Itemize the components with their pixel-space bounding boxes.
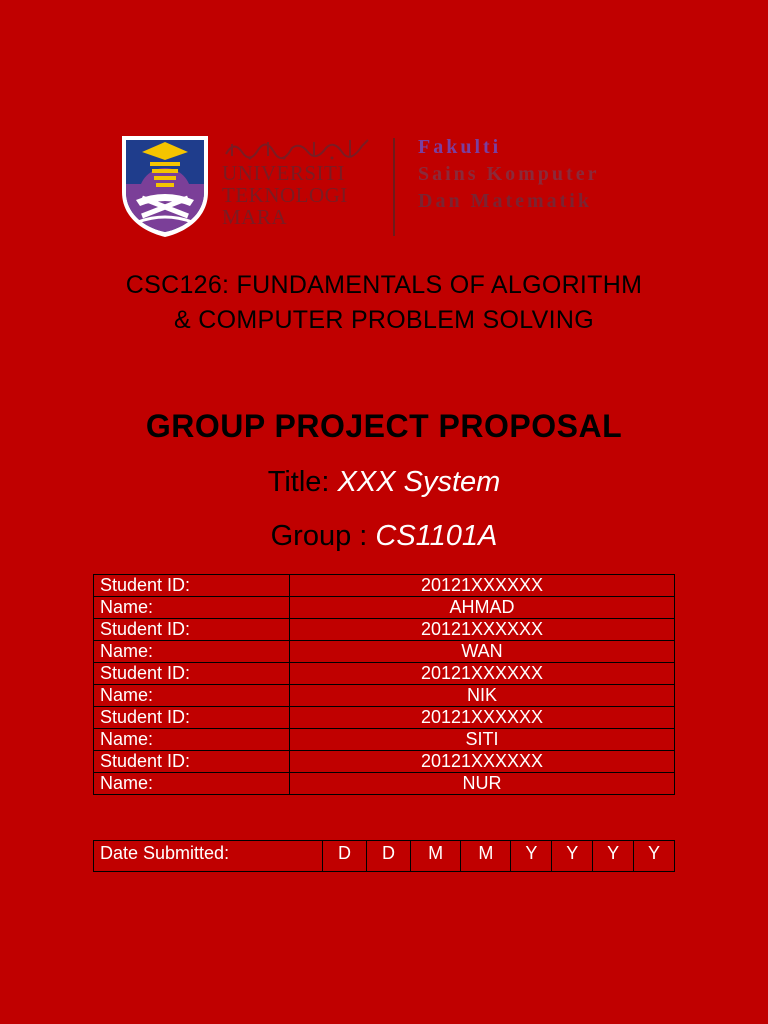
group-code-value: CS1101A — [375, 520, 498, 552]
university-name-line: MARA — [222, 205, 288, 229]
uitm-crest-logo — [120, 134, 210, 238]
student-id-label: Student ID: — [94, 663, 290, 685]
student-name-label: Name: — [94, 597, 290, 619]
course-title-line-1: CSC126: FUNDAMENTALS OF ALGORITHM — [125, 271, 643, 299]
table-row — [94, 597, 675, 619]
date-cell-year: Y — [511, 841, 552, 872]
student-name-label: Name: — [94, 641, 290, 663]
date-cell-year: Y — [593, 841, 634, 872]
student-id-value: 20121XXXXXX — [290, 619, 675, 641]
table-row — [94, 663, 675, 685]
table-row — [94, 773, 675, 795]
table-row — [94, 575, 675, 597]
course-title — [0, 268, 768, 338]
proposal-heading: GROUP PROJECT PROPOSAL — [145, 408, 623, 444]
student-name-value: WAN — [290, 641, 675, 663]
project-title-label: Title: — [267, 466, 338, 498]
date-submitted-label: Date Submitted: — [94, 841, 323, 872]
student-name-label: Name: — [94, 729, 290, 751]
date-submitted-table — [93, 840, 675, 872]
faculty-name — [418, 134, 599, 215]
student-id-label: Student ID: — [94, 575, 290, 597]
student-name-value: NUR — [290, 773, 675, 795]
table-row — [94, 841, 675, 872]
group-code — [0, 520, 768, 553]
header — [120, 134, 660, 238]
date-cell-day: D — [323, 841, 367, 872]
university-name-line: UNIVERSITI — [222, 161, 345, 185]
table-row — [94, 619, 675, 641]
university-name — [222, 162, 348, 228]
faculty-line: Dan Matematik — [418, 190, 592, 212]
student-id-label: Student ID: — [94, 707, 290, 729]
table-row — [94, 751, 675, 773]
project-title-value: XXX System — [337, 466, 501, 498]
date-cell-month: M — [461, 841, 511, 872]
header-divider — [393, 138, 395, 236]
table-row — [94, 685, 675, 707]
table-row — [94, 707, 675, 729]
table-row — [94, 729, 675, 751]
student-id-value: 20121XXXXXX — [290, 707, 675, 729]
date-cell-year: Y — [552, 841, 593, 872]
student-id-value: 20121XXXXXX — [290, 575, 675, 597]
student-name-label: Name: — [94, 685, 290, 707]
student-id-label: Student ID: — [94, 619, 290, 641]
student-name-value: AHMAD — [290, 597, 675, 619]
student-id-value: 20121XXXXXX — [290, 751, 675, 773]
course-title-line-2: & COMPUTER PROBLEM SOLVING — [174, 306, 594, 334]
student-id-label: Student ID: — [94, 751, 290, 773]
university-name-line: TEKNOLOGI — [222, 183, 348, 207]
date-cell-day: D — [366, 841, 410, 872]
student-name-value: SITI — [290, 729, 675, 751]
group-code-label: Group : — [270, 520, 376, 552]
faculty-line: Fakulti — [418, 136, 502, 158]
faculty-line: Sains Komputer — [418, 163, 600, 185]
table-row — [94, 641, 675, 663]
university-jawi-script — [222, 134, 372, 162]
student-name-label: Name: — [94, 773, 290, 795]
date-cell-month: M — [410, 841, 460, 872]
student-name-value: NIK — [290, 685, 675, 707]
students-table — [93, 574, 675, 795]
student-id-value: 20121XXXXXX — [290, 663, 675, 685]
project-title — [0, 466, 768, 499]
date-cell-year: Y — [634, 841, 675, 872]
